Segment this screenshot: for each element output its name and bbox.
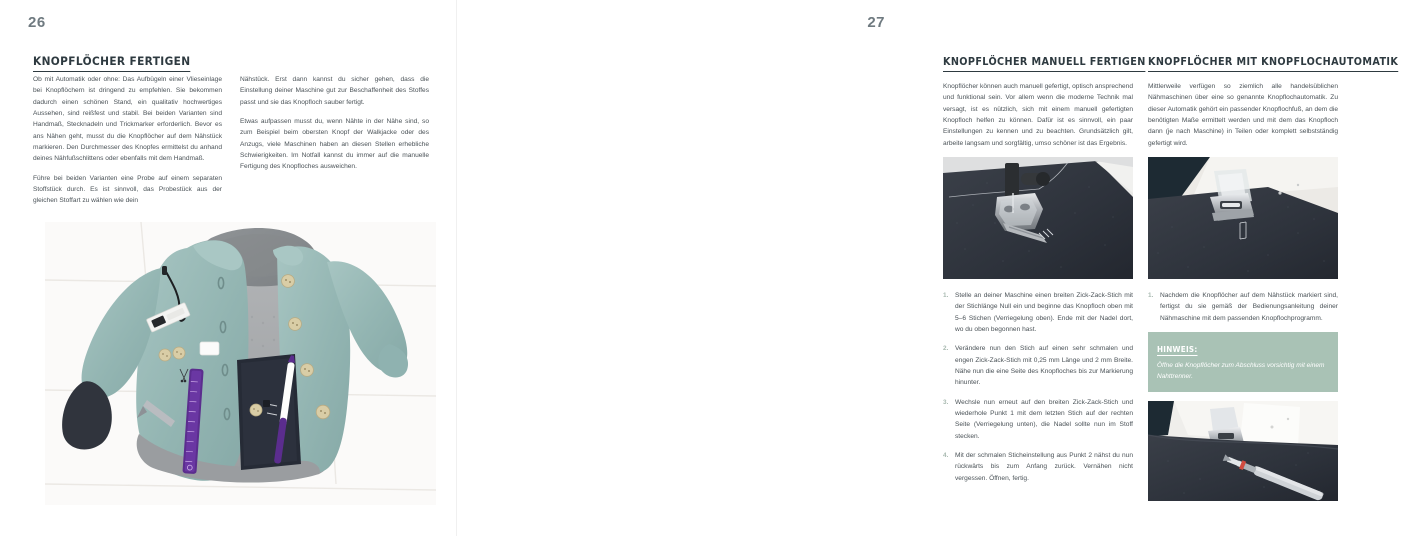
- flatlay-illustration: [45, 222, 436, 505]
- left-page: [0, 0, 456, 536]
- steps-list-automatic: [1148, 290, 1338, 324]
- paragraph: Führe bei beiden Varianten eine Probe auf einem separaten Stoffstück durch. Es ist sinnvoll, das Probestück aus der gleichen Stoffart zu wählen wie dein: [33, 174, 222, 205]
- section-heading-manual: KNOPFLÖCHER MANUELL FERTIGEN: [943, 56, 1146, 72]
- column-manual: [943, 52, 1146, 512]
- seam-ripper-illustration: [1148, 401, 1338, 501]
- buttonhole-foot-illustration: [1148, 157, 1338, 279]
- column-automatic: [1148, 52, 1399, 512]
- section-heading-automatic: KNOPFLÖCHER MIT KNOPFLOCHAUTOMATIK: [1148, 56, 1398, 72]
- left-page-heading-wrap: [33, 52, 204, 72]
- paragraph: Etwas aufpassen musst du, wenn Nähte in der Nähe sind, so zum Beispiel beim obersten Knopf der Walkjacke oder des Anzugs, viele Maschinen haben an diesen Stellen erhebliche Schwierigkeiten. Im Notfall kannst du immer auf die manuelle Fertigung des Knopfloches ausweichen.: [240, 117, 429, 171]
- nahttrenner-knopfloch-oeffnen-photo: [1148, 401, 1338, 501]
- sewing-foot-illustration: [943, 157, 1133, 279]
- paragraph: Ob mit Automatik oder ohne: Das Aufbügeln einer Vlieseinlage bei Knopflöchern ist dringend zu empfehlen. Sie bekommen dadurch einen schönen Stand, ein qualitativ hochwertiges Aussehen, sind reißfest und stabil. Bei beiden Varianten sind Handmaß, Stecknadeln und Trickmarker erforderlich. Bevor es ans Nähen geht, musst du die Knopflöcher auf dem Nähstück markieren. Den Durchmesser des Knopfes ermittelst du anhand deines Nähfußschlittens oder ebenfalls mit dem Handmaß.: [33, 76, 222, 163]
- automatic-heading-wrap: [1148, 52, 1399, 72]
- hinweis-box: [1148, 332, 1338, 392]
- naehmaschinenfuss-zickzack-photo: [943, 157, 1133, 279]
- list-item: Mit der schmalen Sticheinstellung aus Punkt 2 nähst du nun rückwärts bis zum Anfang zurück. Vernähen nicht vergessen. Öffnen, fertig.: [955, 451, 1133, 482]
- folio-right: 27: [867, 14, 885, 31]
- hinweis-text: Öffne die Knopflöcher zum Abschluss vorsichtig mit einem Nahttrenner.: [1157, 361, 1325, 380]
- paragraph: Mittlerweile verfügen so ziemlich alle handelsüblichen Nähmaschinen über eine so genannte Knopflochautomatik. Zu dieser Automatik gehört ein passender Knopflochfuß, an dem die benötigten Maße ermittelt werden und mit dem das Knopfloch dann (je nach Maschine) in Teilen oder komplett selbstständig gefertigt wird.: [1148, 83, 1338, 147]
- left-column-2: [240, 74, 429, 215]
- list-item: Nachdem die Knopflöcher auf dem Nähstück markiert sind, fertigst du sie gemäß der Bedienungsanleitung deiner Nähmaschine mit dem passenden Knopflochprogramm.: [1160, 291, 1338, 322]
- paragraph: Knopflöcher können auch manuell gefertigt, optisch ansprechend und funktional sein. Vor allem wenn die moderne Technik mal versagt, ist es nützlich, sich mit einem manuell gefertigten Knopfloch helfen zu können. Dafür ist es sinnvoll, ein paar Einstellungen zu kennen und zu beachten. Grundsätzlich gilt, arbeite langsam und sorgfältig, umso schöner ist das Ergebnis.: [943, 83, 1133, 147]
- list-item: Wechsle nun erneut auf den breiten Zick-Zack-Stich und wiederhole Punkt 1 mit dem letzten Stich auf der rechten Seite (Verriegelung unten), die Nadel sollte nun im Stoff stecken.: [955, 398, 1133, 440]
- steps-list-manual: [943, 290, 1133, 484]
- left-column-1: [33, 74, 222, 215]
- manual-heading-wrap: [943, 52, 1146, 72]
- right-page-columns: [943, 52, 1399, 512]
- list-item: Verändere nun den Stich auf einen sehr schmalen und engen Zick-Zack-Stich mit 0,25 mm Länge und 2 mm Breite. Nähe nun die eine Seite des Knopfloches bis zur Markierung hinunter.: [955, 345, 1133, 387]
- folio-left: 26: [28, 14, 46, 31]
- right-page: [456, 0, 1399, 536]
- knopflochautomatik-fuss-photo: [1148, 157, 1338, 279]
- hinweis-title: HINWEIS:: [1157, 344, 1198, 354]
- paragraph: Nähstück. Erst dann kannst du sicher gehen, dass die Einstellung deiner Maschine gut zur Beschaffenheit des Stoffes passt und sie das Knopfloch sauber fertigt.: [240, 76, 429, 106]
- page-title: KNOPFLÖCHER FERTIGEN: [33, 54, 190, 72]
- list-item: Stelle an deiner Maschine einen breiten Zick-Zack-Stich mit der Stichlänge Null ein und beginne das Knopfloch oben mit 5–6 Stichen (Verriegelung oben). Ende mit der Nadel dort, wo du oben begonnen hast.: [955, 291, 1133, 333]
- left-page-columns: [33, 74, 429, 215]
- walkjacke-flatlay-photo: [45, 222, 436, 505]
